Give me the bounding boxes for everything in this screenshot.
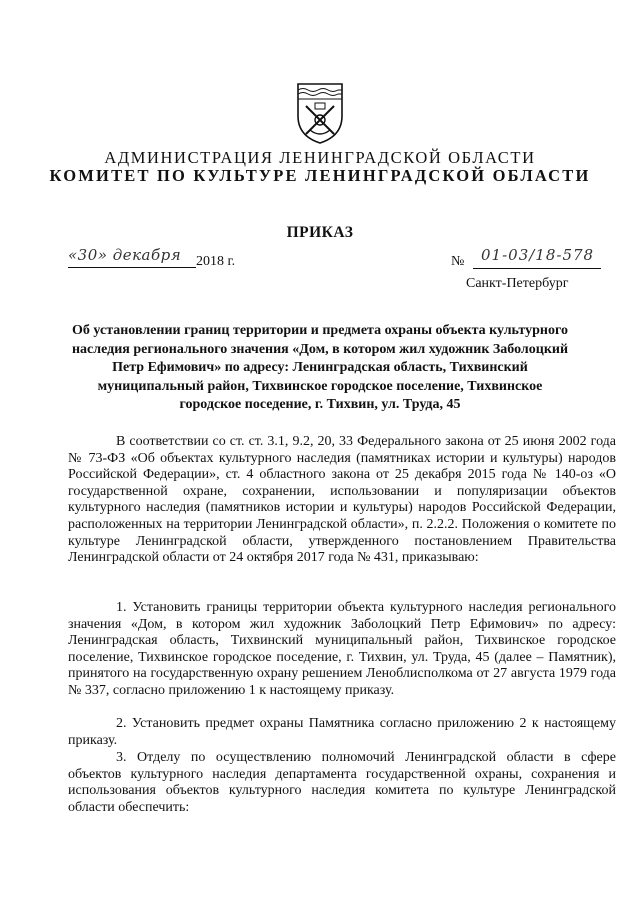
number-sign: № [451,254,465,269]
paragraph-text: В соответствии со ст. ст. 3.1, 9.2, 20, 33 Федерального закона от 25 июня 2002 года № 73-ФЗ «Об объектах культурного наследия (памятниках истории и культуры) народов Российской Федерации», ст. 4 областного закона от 25 декабря 2015 года № 140-оз «О государственной охране, сохранении, использовании и популяризации объектов культурного наследия (памятников истории и культуры) народов Российской Федерации, расположенных на территории Ленинградской области», п. 2.2.2. Положения о комитете по культуре Ленинградской области, утвержденного постановлением Правительства Ленинградской области от 24 октября 2017 года № 431, приказываю: [68,434,616,566]
document-type: ПРИКАЗ [286,224,354,241]
org-name-line-1: АДМИНИСТРАЦИЯ ЛЕНИНГРАДСКОЙ ОБЛАСТИ [104,148,536,167]
paragraph-text: 2. Установить предмет охраны Памятника согласно приложению 2 к настоящему приказу. [68,716,616,748]
paragraph-text: 3. Отделу по осуществлению полномочий Ленинградской области в сфере объектов культурного наследия департамента государственной охраны, сохранения и использования объектов культурного наследия комитета по культуре Ленинградской области обеспечить: [68,750,616,815]
number-underline [473,268,601,269]
handwritten-date: «30» декабря [68,246,182,264]
org-name-line-2: КОМИТЕТ ПО КУЛЬТУРЕ ЛЕНИНГРАДСКОЙ ОБЛАСТИ [49,166,591,185]
coat-of-arms-icon [292,80,348,146]
date-year: 2018 г. [196,254,236,269]
order-date [68,246,268,274]
body-paragraph-4 [68,750,616,816]
body-paragraph-2 [68,600,616,700]
handwritten-number: 01-03/18-578 [481,246,595,264]
body-paragraph-3 [68,716,616,749]
body-paragraph-1 [68,434,616,567]
date-underline [68,267,196,268]
order-title: Об установлении границ территории и предмета охраны объекта культурного наследия регионального значения «Дом, в котором жил художник Заболоцкий Петр Ефимович» по адресу: Ленинградская область, Тихвинский муниципальный район, Тихвинское городское поселение, Тихвинское городское поседение, г. Тихвин, ул. Труда, 45 [71,323,569,413]
paragraph-text: 1. Установить границы территории объекта культурного наследия регионального значения «Дом, в котором жил художник Заболоцкий Петр Ефимович» по адресу: Ленинградская область, Тихвинский муниципальный район, Тихвинское городское поселение, Тихвинское городское поседение, г. Тихвин, ул. Труда, 45 (далее – Памятник), принятого на государственную охрану решением Леноблисполкома от 27 августа 1979 года № 337, согласно приложению 1 к настоящему приказу. [68,600,616,698]
order-number [451,246,611,274]
city-name: Санкт-Петербург [466,276,569,291]
